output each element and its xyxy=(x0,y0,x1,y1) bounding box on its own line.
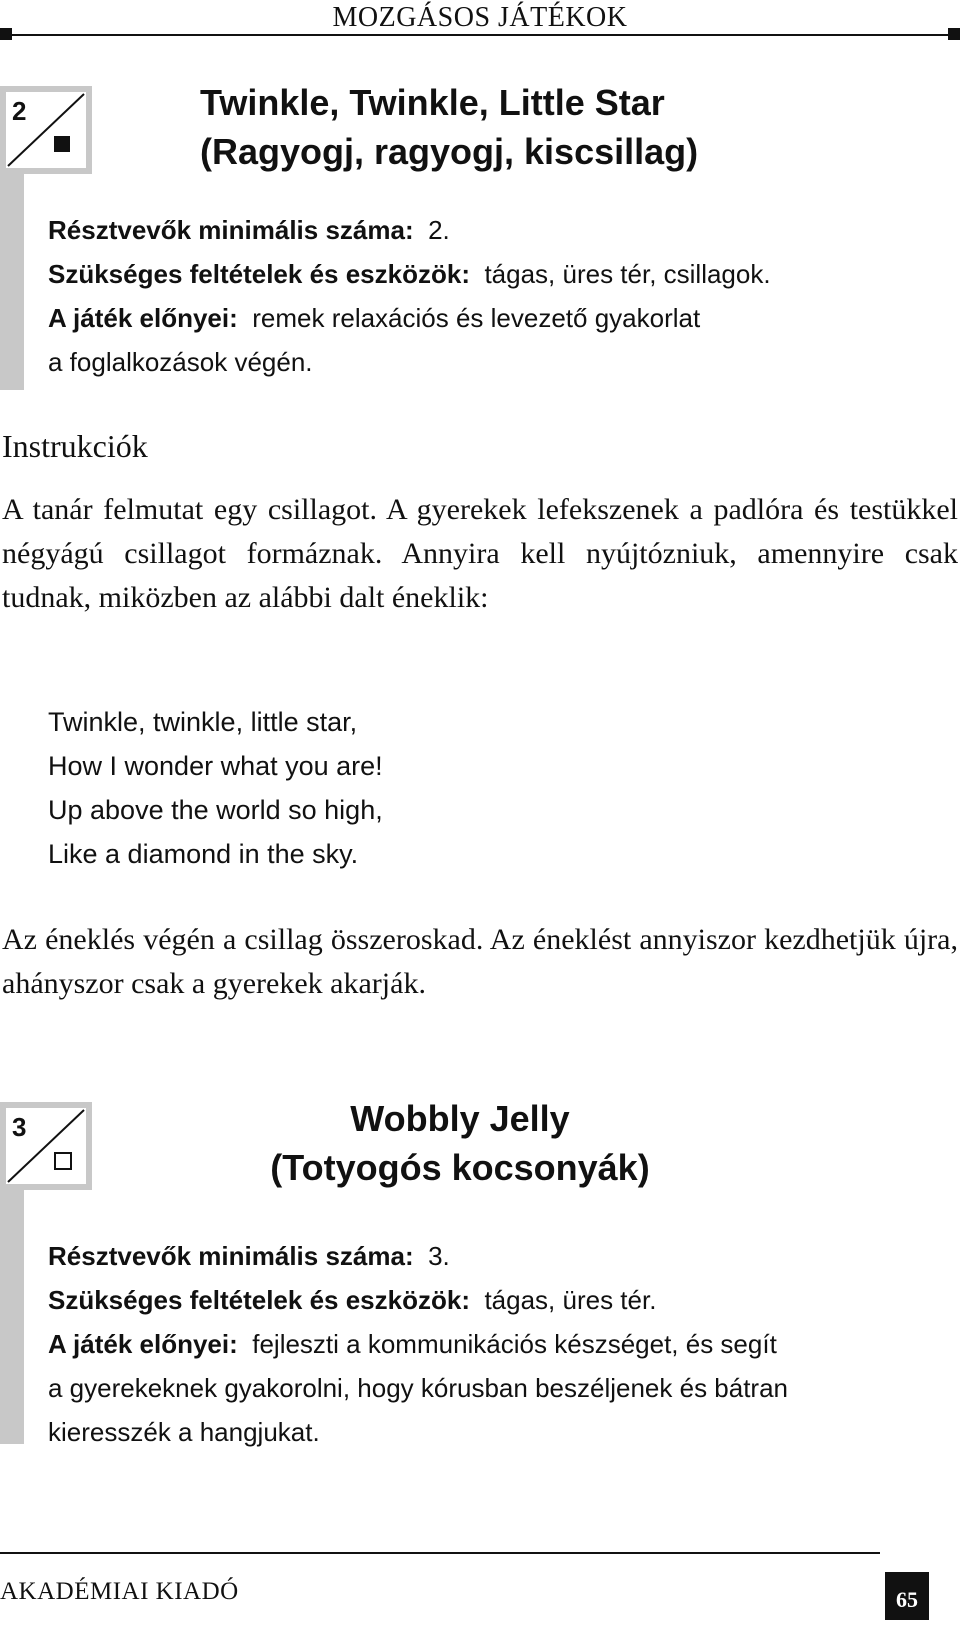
game-2-meta: Résztvevők minimális száma: 2. Szükséges feltételek és eszközök: tágas, üres tér, csillagok. A játék előnyei: remek relaxációs és levezető gyakorlat a foglalkozások végén. xyxy=(48,215,771,377)
game-3-number-box xyxy=(0,1102,92,1190)
game-3-meta: Résztvevők minimális száma: 3. Szükséges feltételek és eszközök: tágas, üres tér. A játék előnyei: fejleszti a kommunikációs készséget, és segít a gyerekeknek gyakorolni, hogy kórusban beszéljenek és bátran kieresszék a hangjukat. xyxy=(48,1241,789,1447)
lyric-line: Twinkle, twinkle, little star, xyxy=(48,707,358,737)
empty-square-icon xyxy=(54,1152,72,1170)
instructions-paragraph-1: A tanár felmutat egy csillagot. A gyerekek lefekszenek a padlóra és testükkel négyágú csillagot formáznak. Annyira kell nyújtózniuk, amennyire csak tudnak, miközben az alábbi dalt éneklik: xyxy=(2,493,958,614)
lyric-line: Like a diamond in the sky. xyxy=(48,839,359,869)
song-lyrics xyxy=(48,700,383,876)
instructions-heading: Instrukciók xyxy=(2,428,148,464)
game-3-number: 3 xyxy=(12,1112,27,1142)
game-2-title: Twinkle, Twinkle, Little Star (Ragyogj, ragyogj, kiscsillag) xyxy=(200,82,699,172)
game-3-title: Wobbly Jelly (Totyogós kocsonyák) xyxy=(270,1098,650,1188)
game-2-number: 2 xyxy=(12,96,27,126)
game-2-number-box xyxy=(0,86,92,174)
footer-rule xyxy=(0,1552,880,1554)
running-header: MOZGÁSOS JÁTÉKOK xyxy=(332,2,628,33)
lyric-line: How I wonder what you are! xyxy=(48,751,383,781)
header-square-right xyxy=(948,28,960,40)
publisher-name: AKADÉMIAI KIADÓ xyxy=(0,1578,239,1605)
header-rule xyxy=(8,34,952,36)
filled-square-icon xyxy=(54,136,70,152)
lyric-line: Up above the world so high, xyxy=(48,795,383,825)
instructions-paragraph-2: Az éneklés végén a csillag összeroskad. Az éneklést annyiszor kezdhetjük újra, ahányszor csak a gyerekek akarják. xyxy=(2,923,958,1000)
page-number: 65 xyxy=(885,1572,929,1620)
